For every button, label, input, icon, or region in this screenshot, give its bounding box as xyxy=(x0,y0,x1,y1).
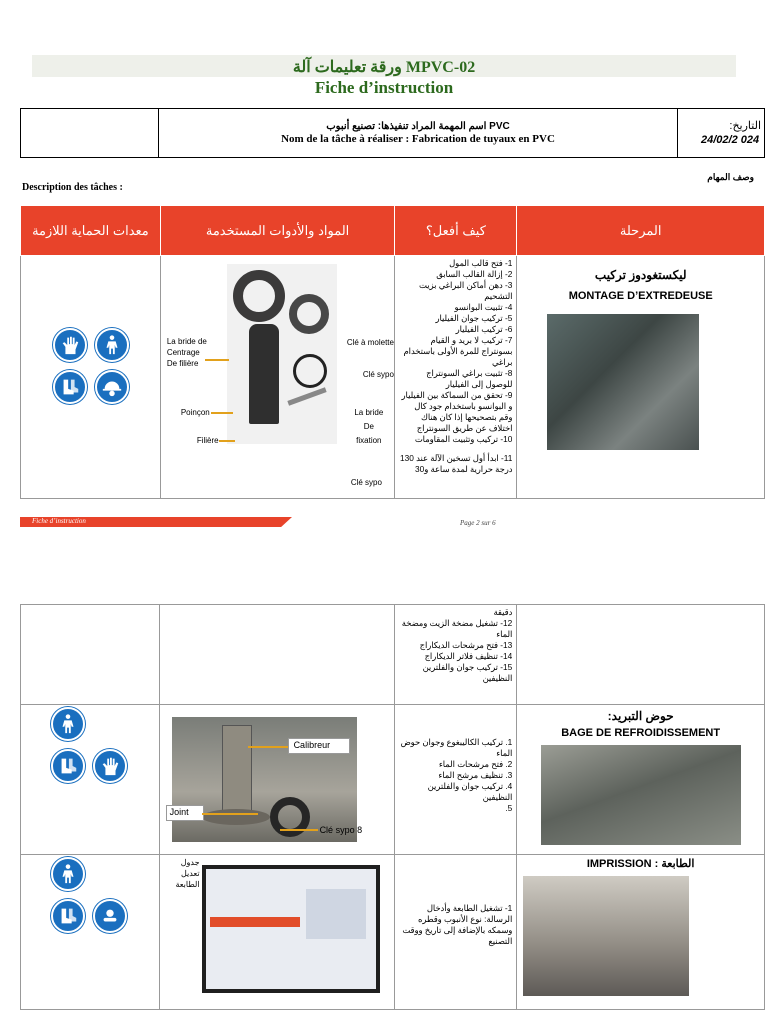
steps-cell xyxy=(395,605,517,705)
cooling-bath-photo xyxy=(541,745,741,845)
label-cle-sypo-2: Clé sypo xyxy=(350,478,382,487)
step-item: 2- إزالة القالب السابق xyxy=(436,269,513,279)
coverall-icon xyxy=(51,707,85,741)
ppe-cell xyxy=(21,605,160,705)
printer-screen-photo xyxy=(202,865,380,993)
step-item: 3. تنظيف مرشح الماء xyxy=(438,770,513,780)
steps-list xyxy=(395,735,516,816)
coverall-icon xyxy=(95,328,129,362)
date-value: 24/02/2 024 xyxy=(701,134,760,146)
phase-cell xyxy=(517,605,765,705)
footer-label: Fiche d’instruction xyxy=(32,517,86,525)
label-calibreur: Calibreur xyxy=(293,740,331,750)
arrow xyxy=(280,829,318,831)
task-name-fr: Nom de la tâche à réaliser : Fabrication de tuyaux en PVC xyxy=(281,133,555,145)
arrow xyxy=(205,359,229,361)
phase-title-fr: MONTAGE D’EXTREDEUSE xyxy=(568,290,713,302)
instruction-table-continued xyxy=(20,604,765,1010)
step-item: 5- تركيب جوان الفيليار xyxy=(435,313,513,323)
tools-cell xyxy=(159,855,395,1010)
tools-photo xyxy=(227,264,337,444)
coverall-icon xyxy=(51,857,85,891)
phase-cell xyxy=(517,855,765,1010)
step-item: 13- فتح مرشحات الديكاراج xyxy=(419,640,513,650)
step-item: 12- تشغيل مضخة الزيت ومضخة الماء xyxy=(401,618,513,639)
col-phase: المرحلة xyxy=(517,206,765,256)
instruction-table xyxy=(20,205,765,499)
ppe-cell xyxy=(21,855,160,1010)
step-item: 14- تنظيف فلاتر الديكاراج xyxy=(424,651,513,661)
phase-cell xyxy=(517,256,765,499)
step-item: 7- تركيب لا بريد و القيام بسونتراج للمرة الأولى باستخدام براغي xyxy=(403,335,513,367)
step-item: دقيقة xyxy=(493,607,513,617)
date-cell xyxy=(678,109,765,158)
col-ppe: معدات الحماية اللازمة xyxy=(21,206,161,256)
steps-cell xyxy=(395,855,517,1010)
step-item: 2. فتح مرشحات الماء xyxy=(438,759,513,769)
phase-title-ar: :حوض التبريد xyxy=(607,709,674,723)
printer-photo xyxy=(523,876,689,996)
phase-title-fr: BAGE DE REFROIDISSEMENT xyxy=(561,727,721,739)
step-item: 11- ابدأ أول تسخين الآلة عند 130 درجة حرارية لمدة ساعة و30 xyxy=(400,453,513,474)
ppe-cell xyxy=(21,256,161,499)
label-bride-fixation: La bride De fixation xyxy=(354,408,384,445)
step-item: 4. تركيب جوان والفلترين النظيفين xyxy=(427,781,513,802)
steps-list xyxy=(395,256,516,477)
tools-cell xyxy=(159,605,395,705)
step-item: 8- تثبيت براغي السونتراج للوصول إلى الفيليار xyxy=(426,368,513,389)
col-tools: المواد والأدوات المستخدمة xyxy=(160,206,395,256)
phase-title: IMPRISSION : الطابعة xyxy=(586,858,695,870)
steps-cell xyxy=(395,705,517,855)
steps-cell xyxy=(395,256,517,499)
task-name-cell xyxy=(159,109,678,158)
label-filiere: Filière xyxy=(196,436,219,445)
page-number: Page 2 sur 6 xyxy=(460,519,496,527)
step-item: 1- فتح قالب المول xyxy=(449,258,513,268)
page-title-fr: Fiche d’instruction xyxy=(314,78,454,97)
tools-cell xyxy=(159,705,395,855)
tools-cell xyxy=(160,256,395,499)
boots-icon xyxy=(51,749,85,783)
calibrator-photo xyxy=(169,717,357,842)
phase-cell xyxy=(517,705,765,855)
extruder-photo xyxy=(547,314,699,450)
description-fr: Description des tâches : xyxy=(22,182,123,193)
step-item: 6- تركيب الفيليار xyxy=(455,324,513,334)
description-ar: وصف المهام xyxy=(707,172,754,182)
goggles-icon xyxy=(93,899,127,933)
task-name-ar: اسم المهمة المراد تنفيذها: تصنيع أنبوب PVC xyxy=(326,121,510,132)
arrow xyxy=(248,746,288,748)
boots-icon xyxy=(51,899,85,933)
step-item: 1. تركيب الكاليبغوع وجوان حوض الماء xyxy=(400,737,513,758)
header-empty-cell xyxy=(21,109,159,158)
step-item: 3- دهن أماكن البراغي بزيت التشحيم xyxy=(419,280,513,301)
arrow xyxy=(202,813,258,815)
date-label: التاريخ: xyxy=(729,120,761,132)
step-item: 15- تركيب جوان والفلترين النظيفين xyxy=(422,662,513,683)
phase-title-ar: ليكستغودوز تركيب xyxy=(594,268,687,282)
gloves-icon xyxy=(53,328,87,362)
header-table xyxy=(20,108,765,158)
step-item: 9- تحقق من السماكة بين الفيليار و البوانسو باستخدام جود كال وقم بتصحيحها إذا كان هناك اختلاف عن طريق السونتراج xyxy=(401,390,513,433)
ppe-cell xyxy=(21,705,160,855)
arrow xyxy=(211,412,233,414)
page-title-ar: ورقة تعليمات آلة MPVC-02 xyxy=(292,59,476,76)
label-cle-sypo: Clé sypo xyxy=(362,370,394,379)
step-item: 4- تثبيت البوانسو xyxy=(454,302,513,312)
label-poincon: Poinçon xyxy=(180,408,210,417)
step-item: 1- تشغيل الطابعة وأدخال الرسالة: نوع الأنبوب وقطره وسمكه بالإضافة إلى تاريخ ووقت التصنيع xyxy=(402,903,513,946)
label-bride-centrage: La bride de Centrage De filière xyxy=(166,337,207,368)
label-joint: Joint xyxy=(169,807,189,817)
step-item: 10- تركيب وتثبيت المقاومات xyxy=(414,434,513,444)
col-how: كيف أفعل؟ xyxy=(395,206,517,256)
steps-list xyxy=(395,901,516,949)
gloves-icon xyxy=(93,749,127,783)
printer-table-note: جدول تعديل الطابعة xyxy=(175,858,200,889)
boots-icon xyxy=(53,370,87,404)
label-cle-sypo-8: Clé sypo 8 xyxy=(319,825,363,835)
arrow xyxy=(219,440,235,442)
steps-list xyxy=(395,605,516,686)
helmet-icon xyxy=(95,370,129,404)
step-item: 5. xyxy=(505,803,513,813)
label-cle-molette: Clé à molette xyxy=(346,338,394,347)
